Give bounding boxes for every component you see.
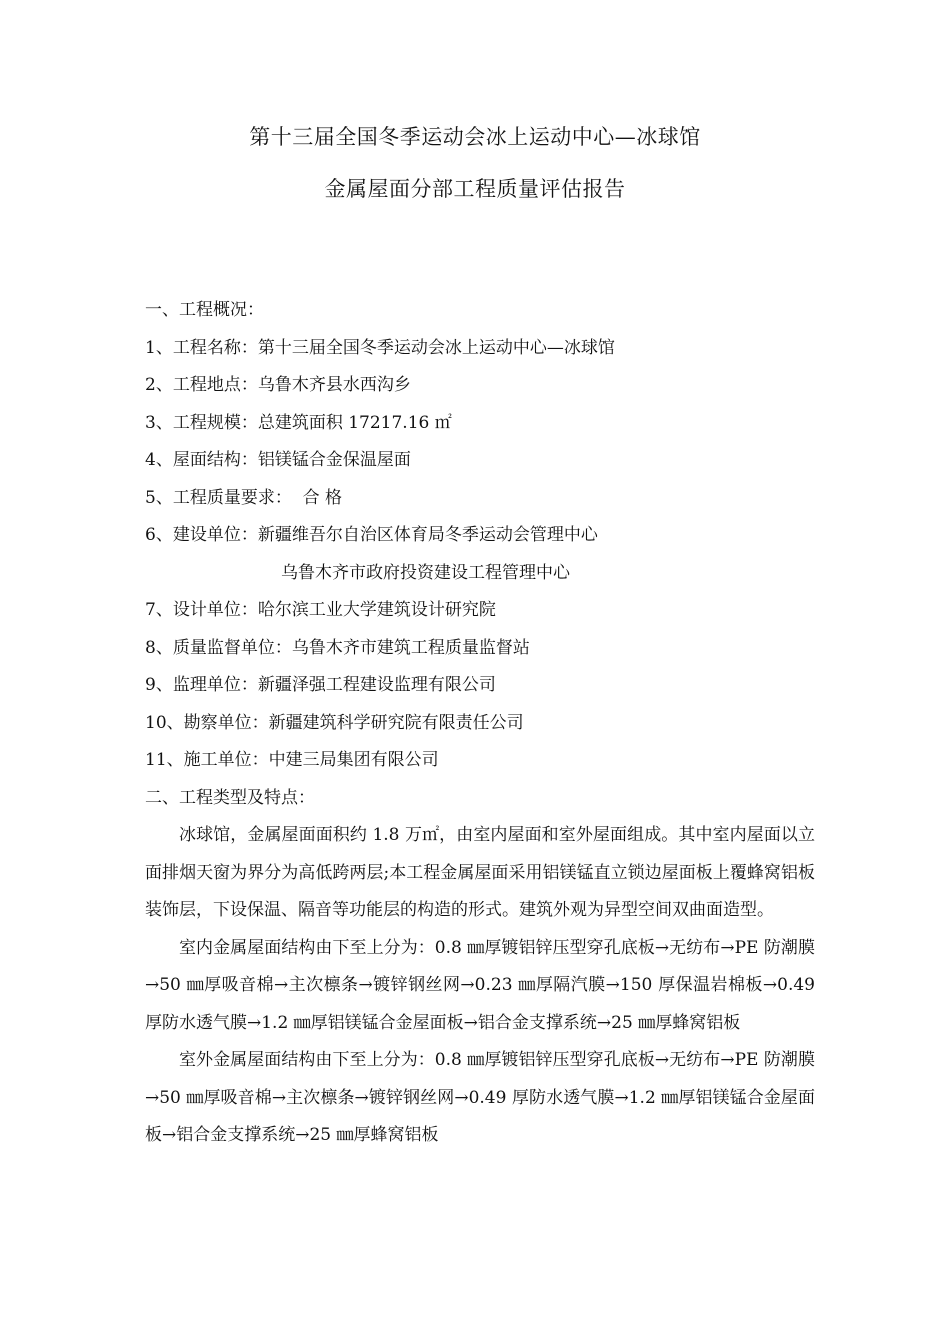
report-title-line-1: 第十三届全国冬季运动会冰上运动中心—冰球馆 [249,125,701,149]
item-construction-unit: 11、施工单位：中建三局集团有限公司 [145,750,439,770]
item-owner-unit-2: 乌鲁木齐市政府投资建设工程管理中心 [281,562,570,583]
item-design-unit: 7、设计单位：哈尔滨工业大学建筑设计研究院 [145,600,496,620]
paragraph-outdoor-roof: 室外金属屋面结构由下至上分为：0.8 ㎜厚镀铝锌压型穿孔底板→无纺布→PE 防潮膜→50 ㎜厚吸音棉→主次檩条→镀锌钢丝网→0.49 厚防水透气膜→1.2 ㎜厚铝镁锰合金屋面板→铝合金支撑系统→25 ㎜厚蜂窝铝板 [145,1050,815,1145]
item-quality-requirement: 5、工程质量要求： 合 格 [145,487,343,508]
item-quality-supervision-unit: 8、质量监督单位：乌鲁木齐市建筑工程质量监督站 [145,637,530,658]
paragraph-indoor-roof: 室内金属屋面结构由下至上分为：0.8 ㎜厚镀铝锌压型穿孔底板→无纺布→PE 防潮膜→50 ㎜厚吸音棉→主次檩条→镀锌钢丝网→0.23 ㎜厚隔汽膜→150 厚保温岩棉板→0.49 厚防水透气膜→1.2 ㎜厚铝镁锰合金屋面板→铝合金支撑系统→25 ㎜厚蜂窝铝板 [145,937,815,1033]
item-roof-structure: 4、屋面结构：铝镁锰合金保温屋面 [145,450,411,470]
section-2-heading: 二、工程类型及特点： [145,787,315,808]
section-1-heading: 一、工程概况： [145,300,264,320]
item-supervisor-unit: 9、监理单位：新疆泽强工程建设监理有限公司 [145,675,496,695]
paragraph-overview: 冰球馆，金属屋面面积约 1.8 万㎡，由室内屋面和室外屋面组成。其中室内屋面以立面排烟天窗为界分为高低跨两层;本工程金属屋面采用铝镁锰直立锁边屋面板上覆蜂窝铝板装饰层，下设保温、隔音等功能层的构造的形式。建筑外观为异型空间双曲面造型。 [145,825,815,920]
report-title-line-2: 金属屋面分部工程质量评估报告 [324,177,626,201]
item-project-name: 1、工程名称：第十三届全国冬季运动会冰上运动中心—冰球馆 [145,337,615,358]
item-project-location: 2、工程地点：乌鲁木齐县水西沟乡 [145,375,411,395]
item-project-scale: 3、工程规模：总建筑面积 17217.16 ㎡ [145,412,452,433]
report-body [145,292,815,1155]
item-owner-unit: 6、建设单位：新疆维吾尔自治区体育局冬季运动会管理中心 [145,525,598,545]
item-survey-unit: 10、勘察单位：新疆建筑科学研究院有限责任公司 [145,712,524,733]
